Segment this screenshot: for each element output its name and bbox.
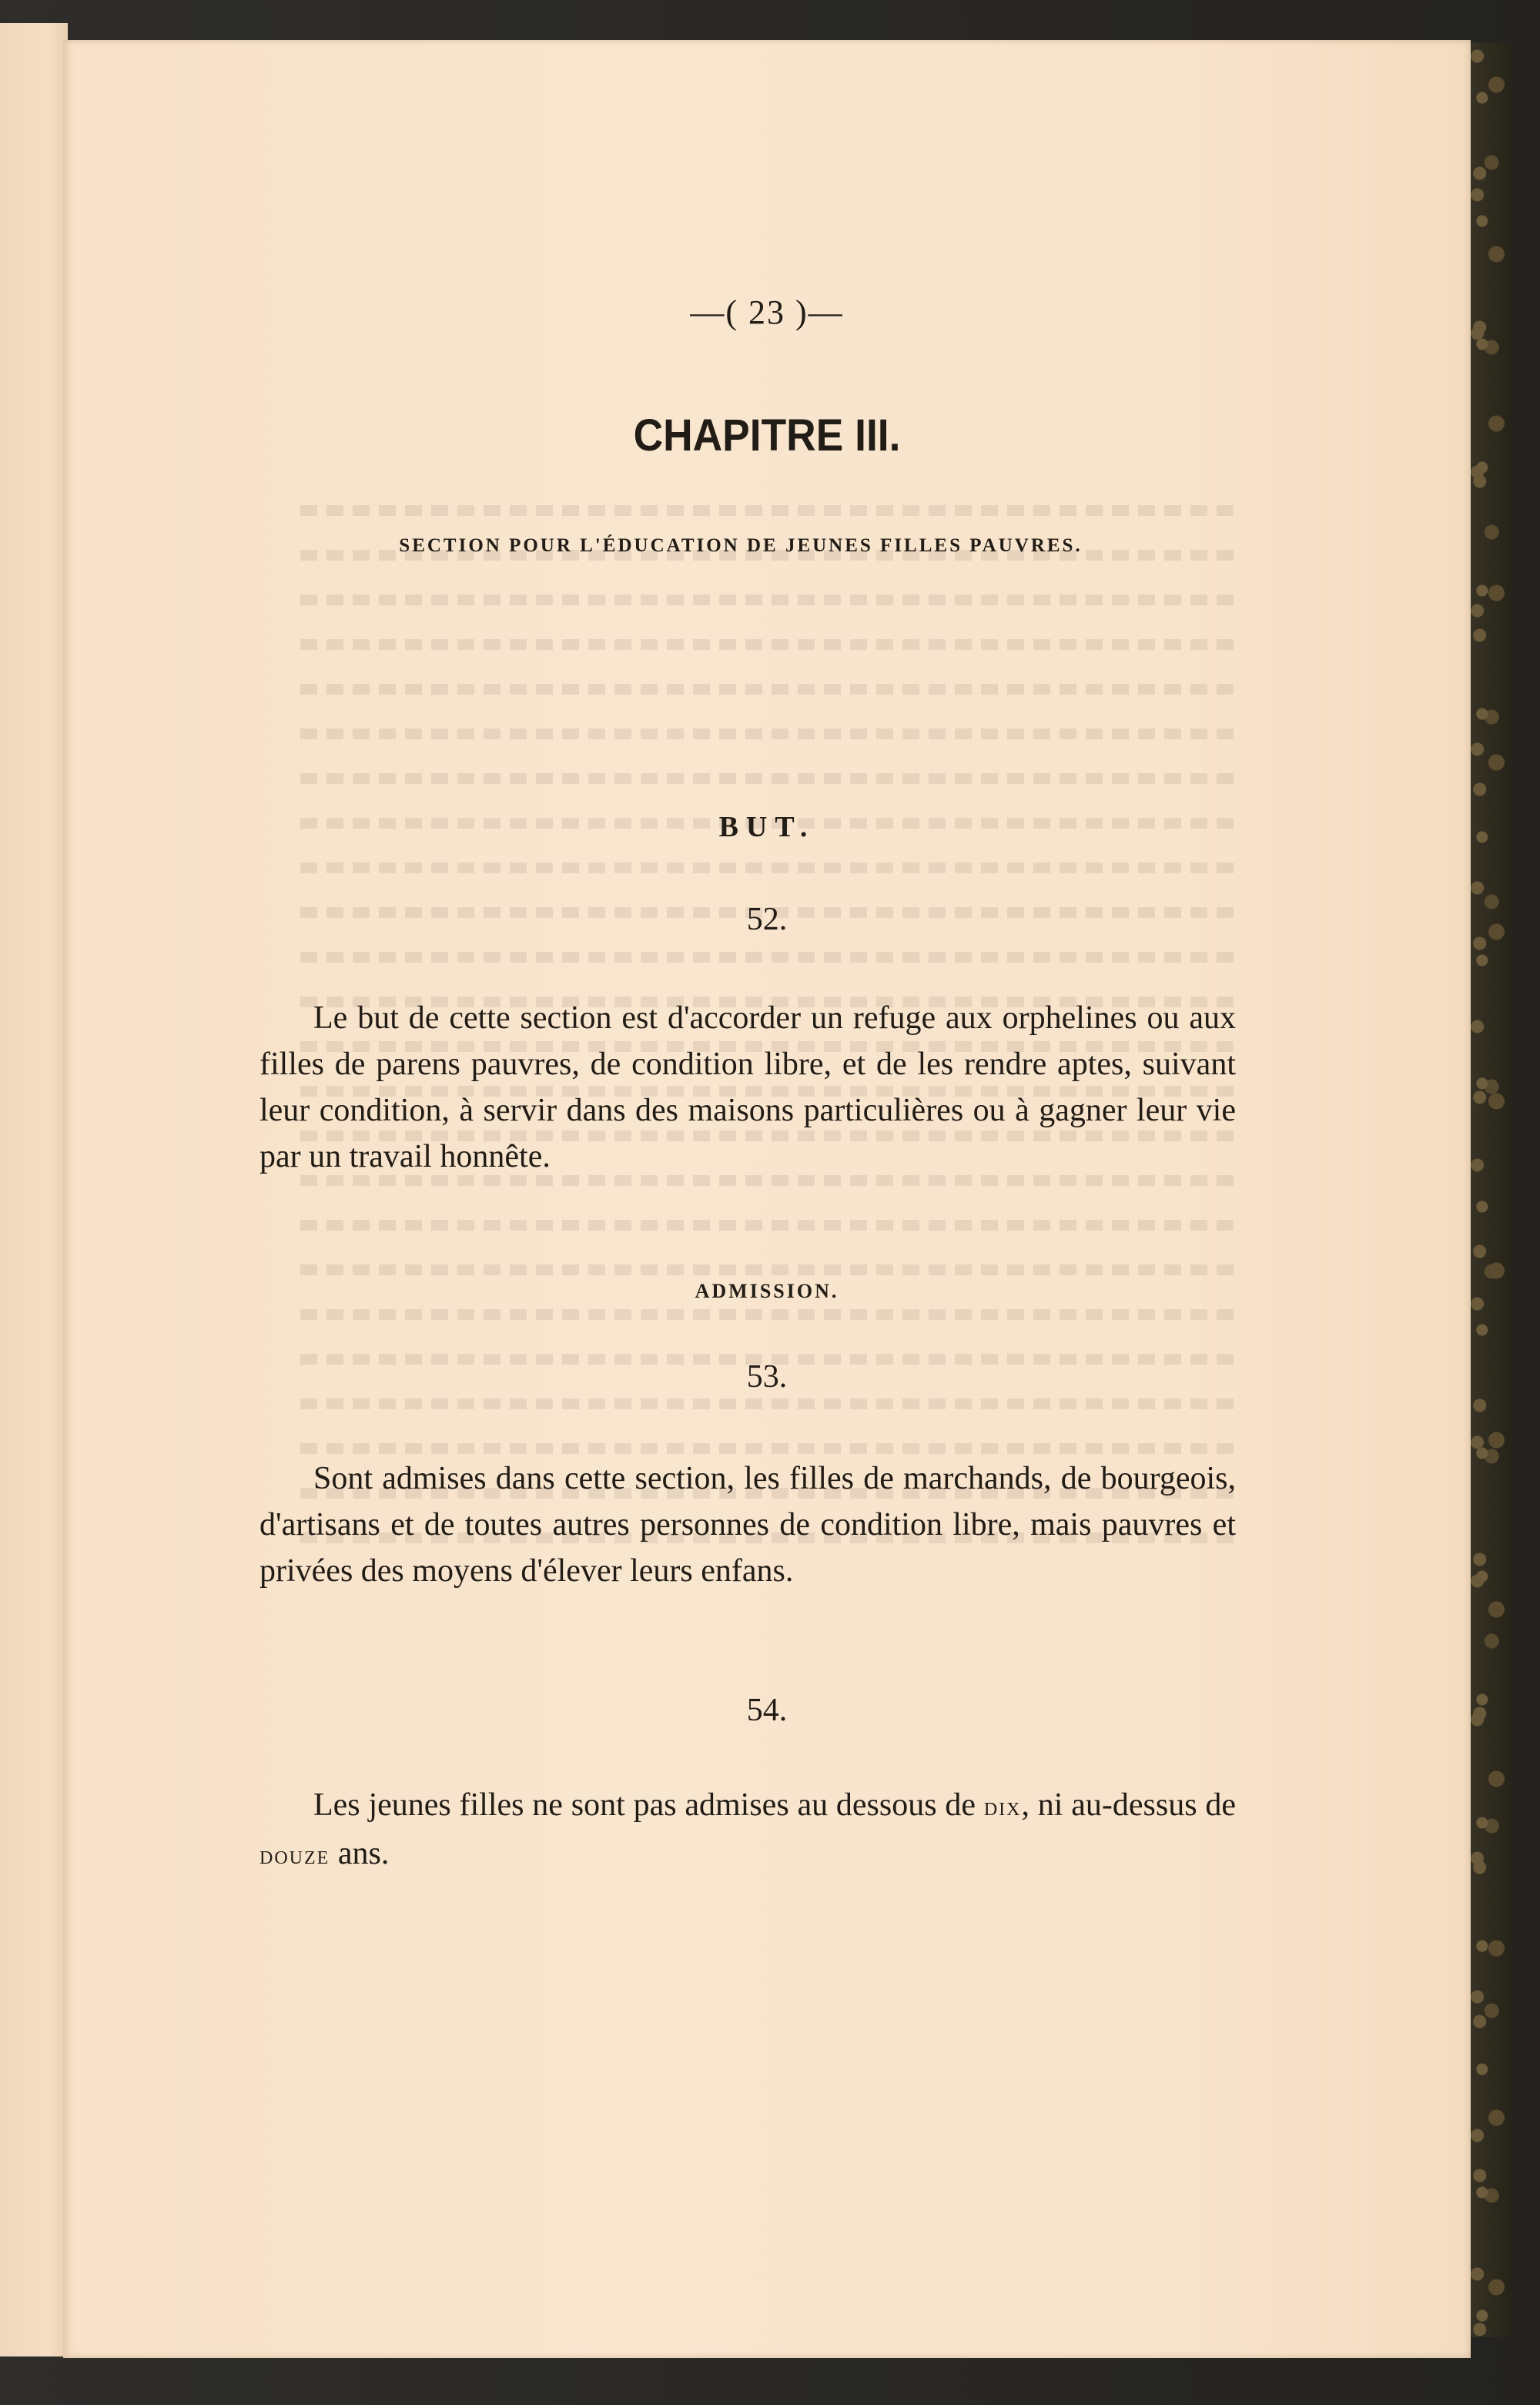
- article-number-52: 52.: [746, 902, 788, 937]
- article-54-text-after: ans.: [337, 1836, 390, 1871]
- heading-admission: ADMISSION.: [695, 1280, 839, 1302]
- article-52-text: Le but de cette section est d'accorder un refuge aux orphelines ou aux filles de parens pauvres, de condition libre, et de les rendre aptes, suivant leur condition, à servir dans des maisons particulières ou à gagner leur vie par un travail honnête.: [259, 1000, 1236, 1174]
- article-53-text: Sont admises dans cette section, les filles de marchands, de bourgeois, d'artisans et de toutes autres personnes de condition libre, mais pauvres et privées des moyens d'élever leurs enfans.: [259, 1461, 1236, 1589]
- article-number-53: 53.: [746, 1359, 788, 1395]
- heading-but: BUT.: [718, 811, 815, 843]
- word-douze: douze: [259, 1841, 330, 1870]
- book-page: [63, 40, 1471, 2358]
- article-54-text: [259, 1782, 1236, 1879]
- article-54-text-middle: , ni au-dessus de: [1021, 1787, 1236, 1823]
- page-number: —( 23 )—: [690, 293, 844, 331]
- previous-page-edge: [0, 23, 68, 2356]
- article-54-text-before: Les jeunes filles ne sont pas admises au dessous de: [313, 1787, 976, 1823]
- word-dix: dix: [983, 1793, 1022, 1821]
- chapter-title: CHAPITRE III.: [633, 410, 901, 461]
- section-title: SECTION POUR L'ÉDUCATION DE JEUNES FILLES PAUVRES.: [399, 535, 1083, 556]
- article-number-54: 54.: [746, 1693, 788, 1728]
